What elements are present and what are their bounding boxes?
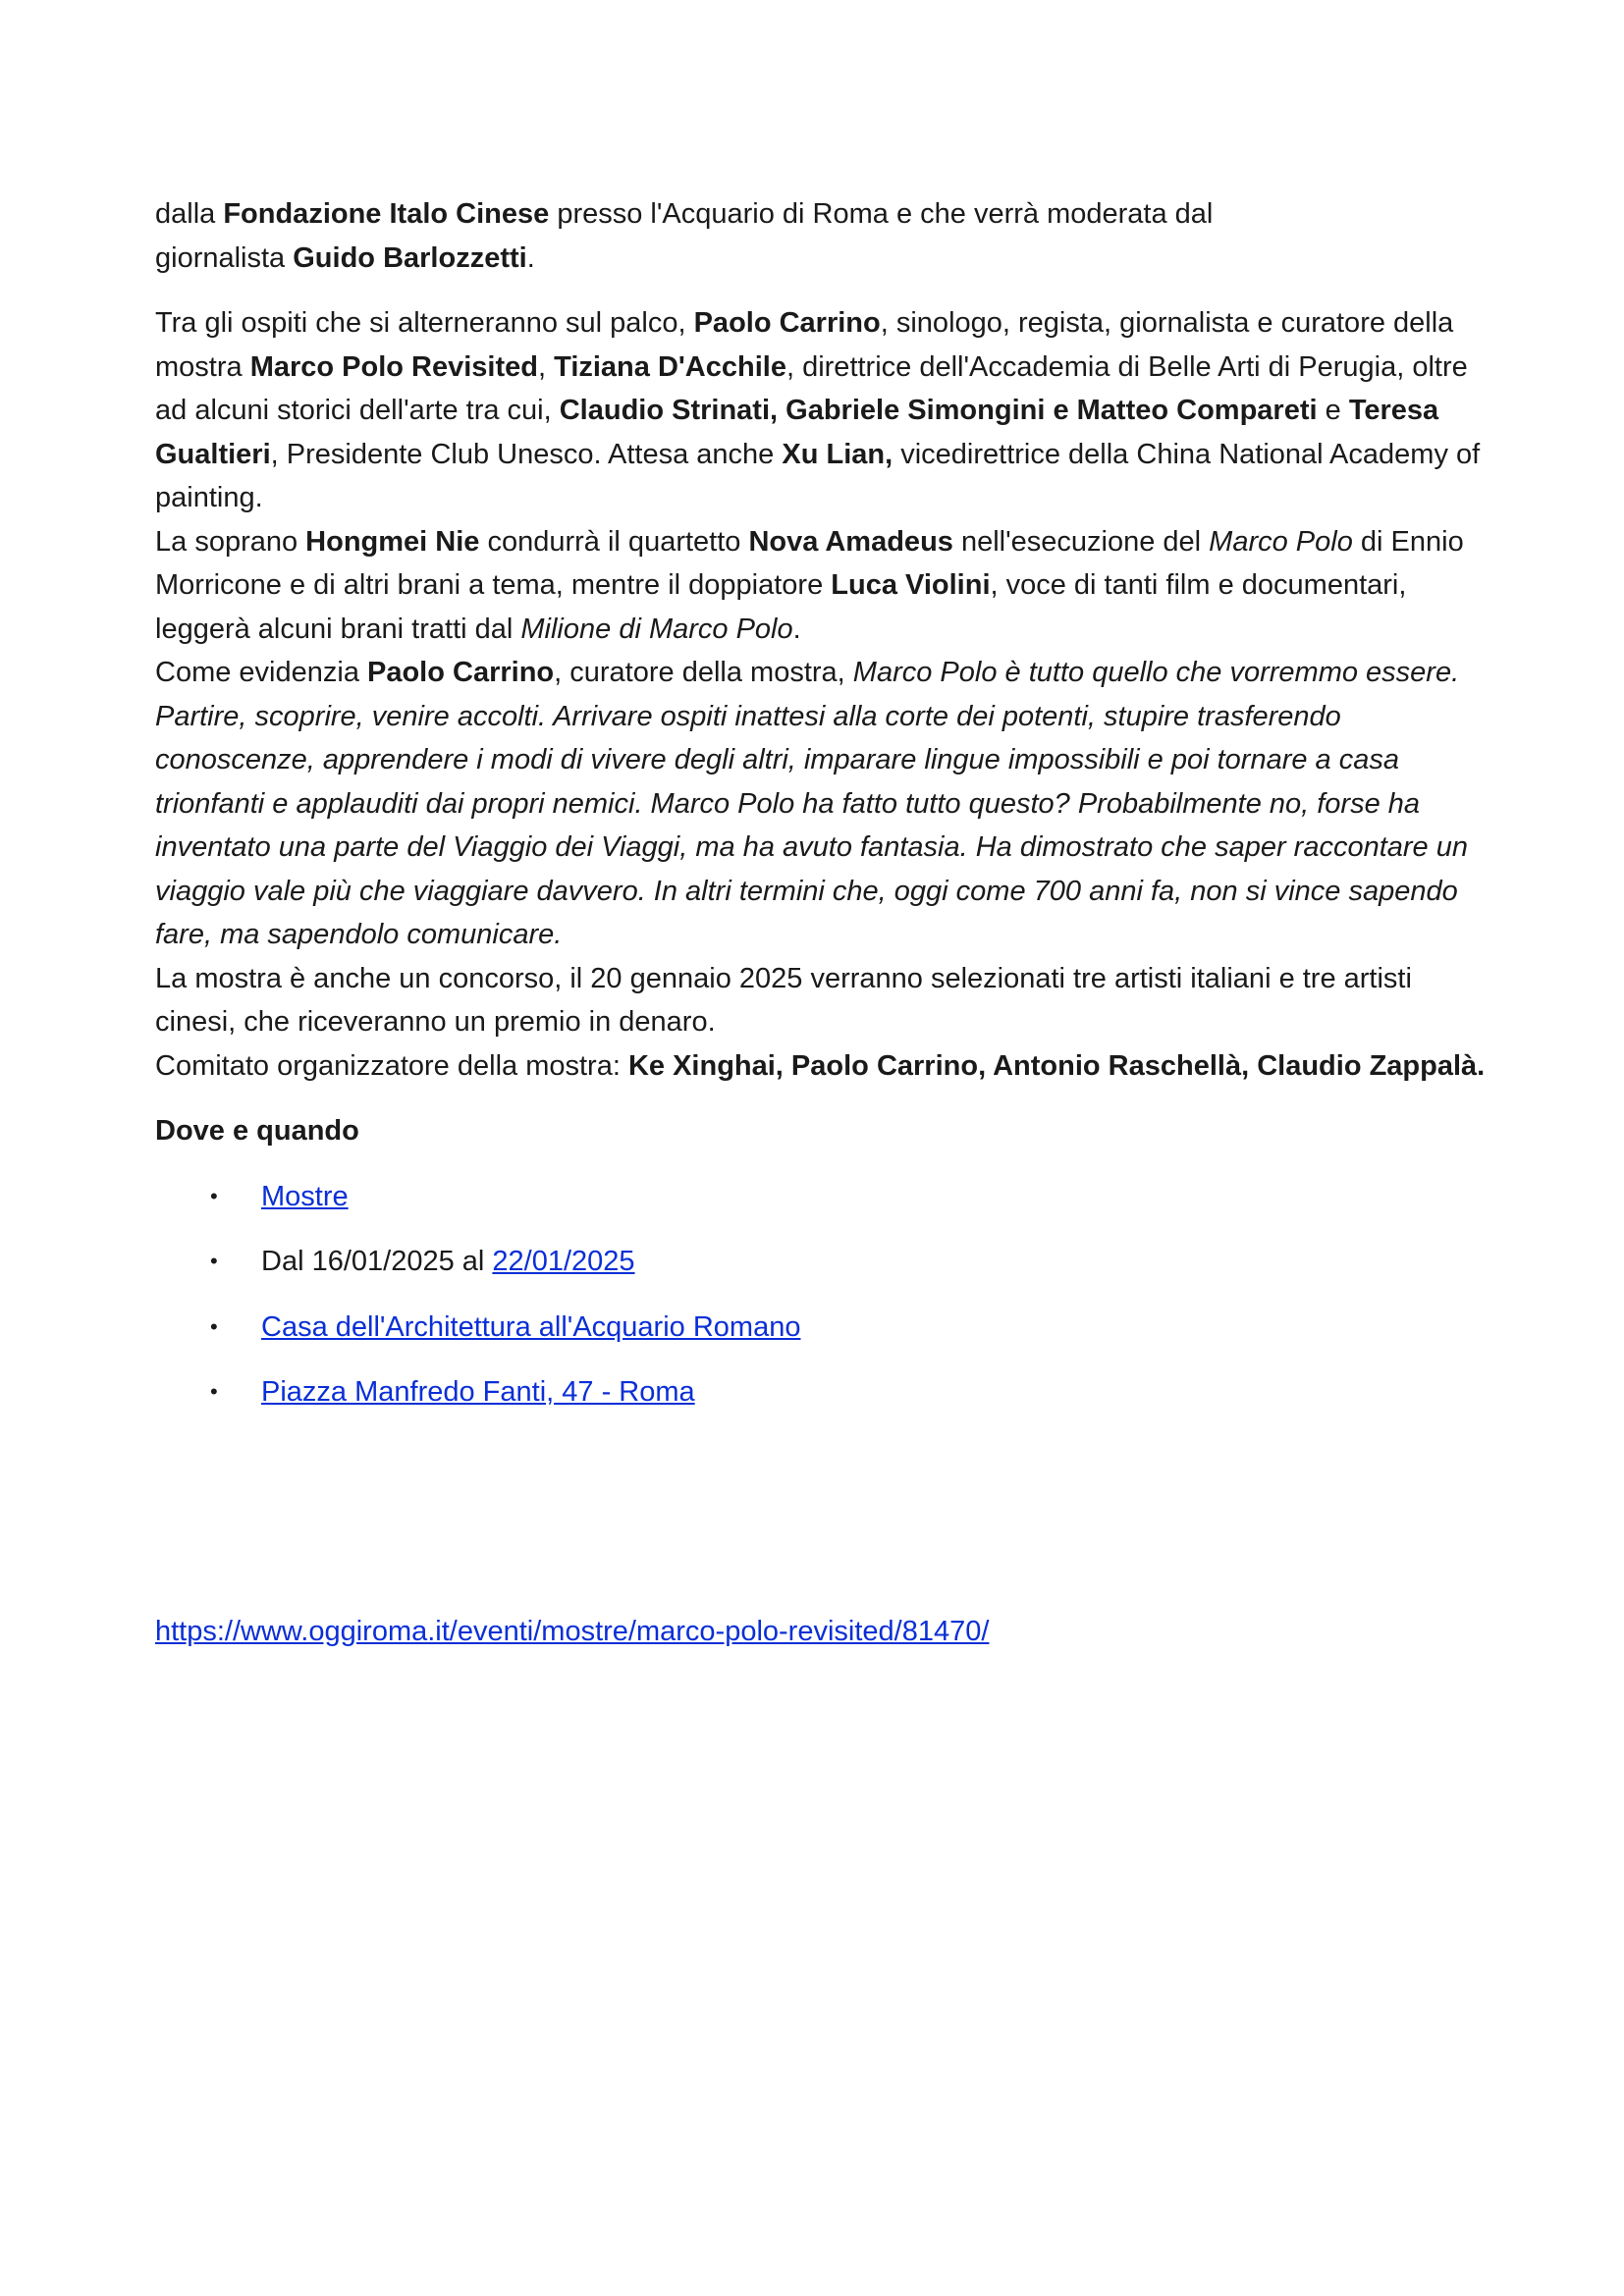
list-item (155, 1370, 1490, 1415)
end-date-link[interactable]: 22/01/2025 (492, 1246, 635, 1277)
text-span: nell'esecuzione del (952, 525, 1210, 558)
category-link[interactable]: Mostre (261, 1180, 349, 1212)
text-span: , voce di tanti film e documentari, leggerà alcuni brani tratti dal (155, 569, 1407, 645)
list-item (155, 1175, 1490, 1219)
text-span: condurrà il quartetto (479, 525, 749, 558)
text-span: , (538, 350, 555, 383)
date-prefix: Dal 16/01/2025 al (261, 1246, 493, 1277)
guest-name: Tiziana D'Acchile (554, 350, 786, 383)
text-span: giornalista (155, 241, 294, 274)
bullet-icon: • (210, 1313, 218, 1339)
text-span: vicedirettrice della China National Academy of painting. (155, 438, 1481, 513)
list-item (155, 1306, 1490, 1350)
venue-link[interactable]: Casa dell'Architettura all'Acquario Romano (261, 1310, 801, 1343)
soprano-name: Hongmei Nie (305, 525, 480, 558)
text-span: . (792, 613, 801, 645)
bullet-icon: • (210, 1379, 218, 1404)
text-span: di Ennio Morricone e di altri brani a tema, mentre il doppiatore (155, 525, 1464, 601)
text-span: dalla (155, 198, 224, 230)
bullet-icon: • (210, 1249, 218, 1273)
narrator-name: Luca Violini (831, 569, 991, 601)
guest-name: Xu Lian, (782, 438, 893, 470)
committee-paragraph (155, 1044, 1490, 1089)
text-span: e (1317, 395, 1349, 426)
contest-paragraph: La mostra è anche un concorso, il 20 gennaio 2025 verranno selezionati tre artisti italiani e tre artisti cinesi, che riceveranno un premio in denaro. (155, 962, 1412, 1038)
where-when-list (155, 1175, 1490, 1415)
book-title: Milione di Marco Polo (520, 613, 793, 645)
soprano-paragraph (155, 520, 1490, 652)
address-link[interactable]: Piazza Manfredo Fanti, 47 - Roma (261, 1376, 695, 1408)
committee-label: Comitato organizzatore della mostra: (155, 1049, 628, 1082)
source-url-line (155, 1610, 989, 1654)
curator-quote: Marco Polo è tutto quello che vorremmo essere. Partire, scoprire, venire accolti. Arrivare ospiti inattesi alla corte dei potenti, stupire trasferendo conoscenze, apprendere i modi di vivere degli altri, imparare lingue impossibili e poi tornare a casa trionfanti e applauditi dai propri nemici. Marco Polo ha fatto tutto questo? Probabilmente no, forse ha inventato una parte del Viaggio dei Viaggi, ma ha avuto fantasia. Ha dimostrato che saper raccontare un viaggio vale più che viaggiare davvero. In altri termini che, oggi come 700 anni fa, non si vince sapendo fare, ma sapendolo comunicare. (155, 657, 1469, 950)
moderator-name: Guido Barlozzetti (293, 241, 527, 274)
exhibition-name: Marco Polo Revisited (249, 350, 538, 383)
text-span: , direttrice dell'Accademia di Belle Arti di Perugia, oltre ad alcuni storici dell'arte tra cui, (155, 350, 1468, 426)
text-span: La soprano (155, 525, 306, 558)
text-span: . (526, 241, 535, 274)
historians-names: Claudio Strinati, Gabriele Simongini e Matteo Compareti (559, 395, 1318, 426)
text-span: Come evidenzia (155, 657, 367, 688)
guests-paragraph (155, 301, 1490, 520)
fondazione-name: Fondazione Italo Cinese (223, 198, 550, 230)
text-span: presso l'Acquario di Roma e che verrà moderata dal (549, 198, 1214, 230)
text-span: , curatore della mostra, (554, 657, 853, 688)
quartet-name: Nova Amadeus (748, 525, 953, 558)
curator-name: Paolo Carrino (693, 307, 881, 339)
committee-names: Ke Xinghai, Paolo Carrino, Antonio Raschellà, Claudio Zappalà. (627, 1049, 1486, 1082)
intro-paragraph (155, 192, 1490, 280)
where-when-heading: Dove e quando (155, 1115, 359, 1147)
quote-paragraph (155, 651, 1490, 957)
document-body (155, 192, 1490, 1436)
text-span: , sinologo, regista, giornalista e curatore della mostra (155, 307, 1454, 383)
source-url-link[interactable]: https://www.oggiroma.it/eventi/mostre/marco-polo-revisited/81470/ (155, 1616, 990, 1647)
text-span: Tra gli ospiti che si alterneranno sul palco, (155, 307, 694, 339)
work-title: Marco Polo (1209, 525, 1353, 558)
list-item (155, 1240, 1490, 1284)
guest-name: Teresa Gualtieri (155, 395, 1439, 470)
text-span: , Presidente Club Unesco. Attesa anche (270, 438, 783, 470)
bullet-icon: • (210, 1183, 218, 1208)
curator-name: Paolo Carrino (367, 657, 555, 688)
